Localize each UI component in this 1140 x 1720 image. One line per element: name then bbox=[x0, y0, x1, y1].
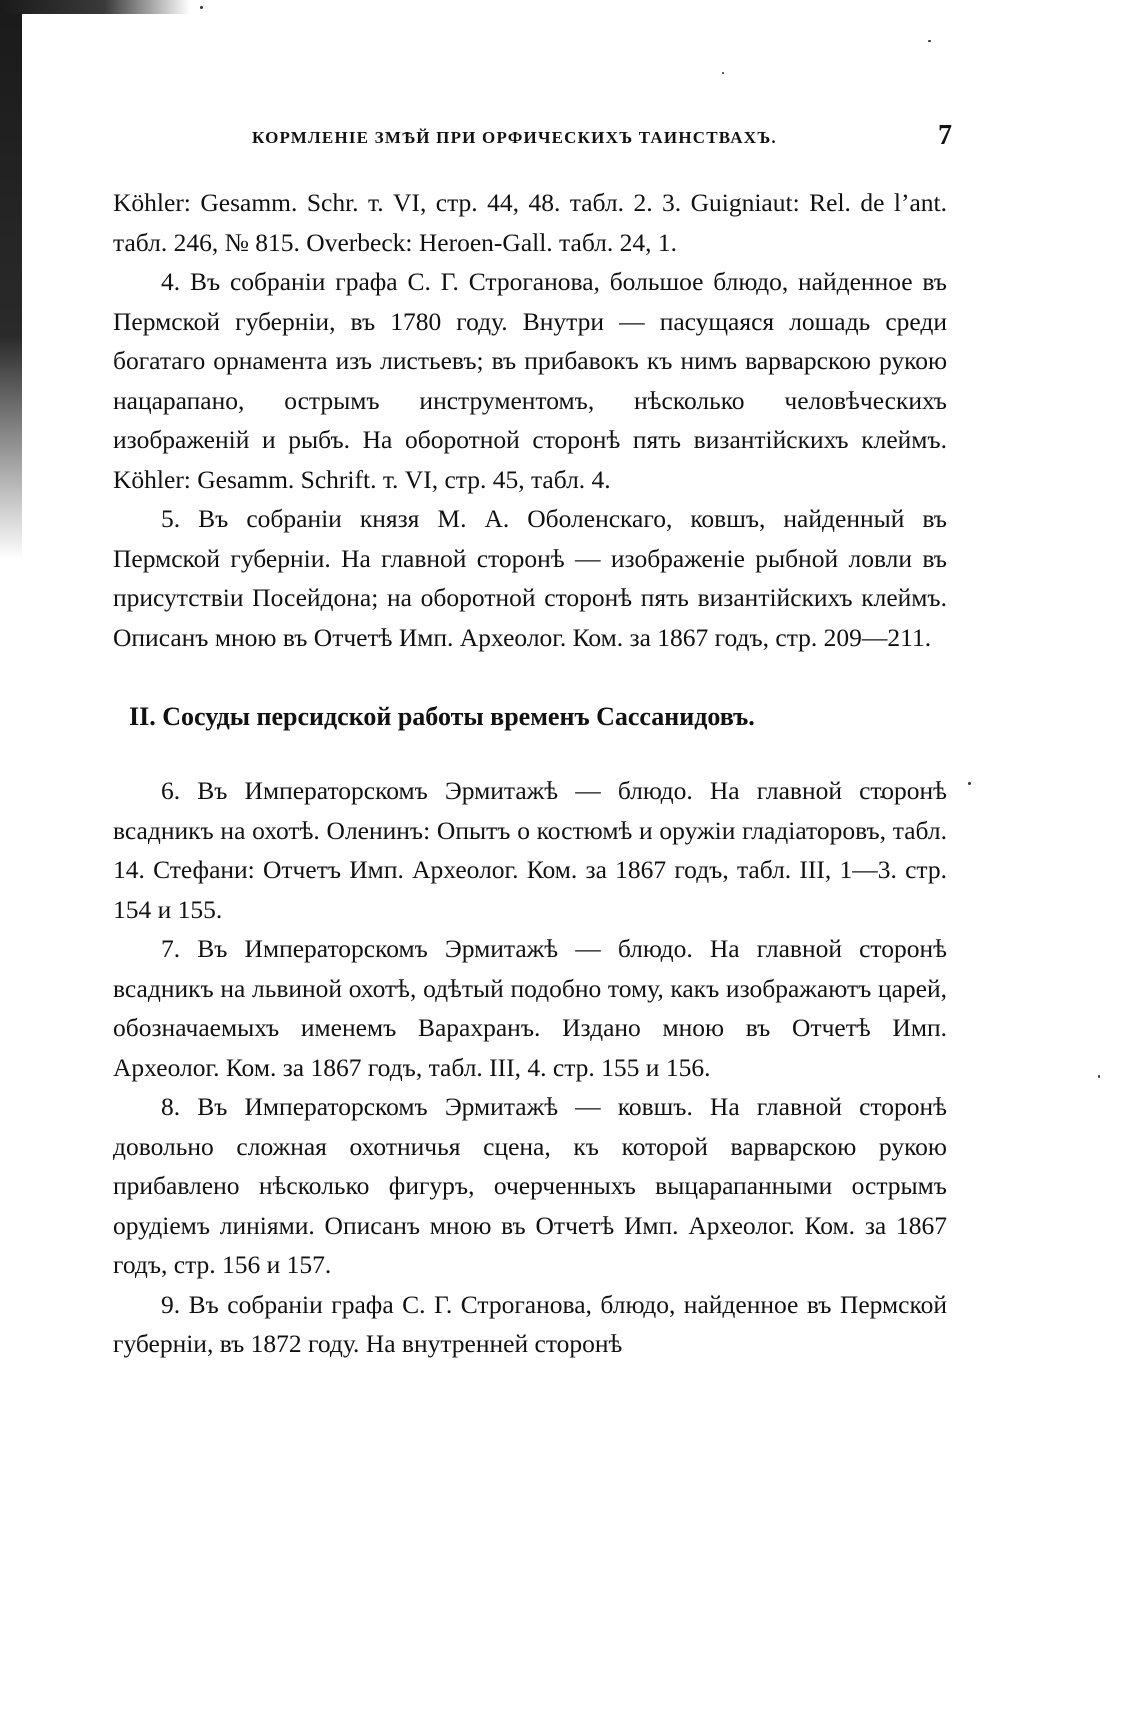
scan-dark-corner bbox=[0, 0, 190, 14]
page-number: 7 bbox=[938, 120, 952, 151]
entry-5: 5. Въ собраніи князя М. А. Оболенскаго, ковшъ, найденный въ Пермской губерніи. На главной сторонѣ — изображеніе рыбной ловли въ присутствіи Посейдона; на оборотной сторонѣ пять византійскихъ клеймъ. Описанъ мною въ Отчетѣ Имп. Археолог. Ком. за 1867 годъ, стр. 209—211. bbox=[113, 504, 947, 652]
scan-speck bbox=[968, 782, 971, 785]
section-heading: II. Сосуды персидской работы временъ Сассанидовъ. bbox=[129, 702, 755, 731]
running-header bbox=[252, 120, 952, 160]
scan-dark-edge bbox=[0, 0, 22, 560]
scan-speck bbox=[1098, 1075, 1100, 1078]
page-body bbox=[113, 183, 947, 1364]
entry-6: 6. Въ Императорскомъ Эрмитажѣ — блюдо. На главной сторонѣ всадникъ на охотѣ. Оленинъ: Опытъ о костюмѣ и оружіи гладіаторовъ, табл. 14. Стефани: Отчетъ Имп. Археолог. Ком. за 1867 годъ, табл. III, 1—3. стр. 154 и 155. bbox=[113, 776, 947, 924]
paragraph-references: Köhler: Gesamm. Schr. т. VI, стр. 44, 48. табл. 2. 3. Guigniaut: Rel. de l’ant. табл. 246, № 815. Overbeck: Heroen-Gall. табл. 24, 1. bbox=[113, 188, 947, 257]
entry-9: 9. Въ собраніи графа С. Г. Строганова, блюдо, найденное въ Пермской губерніи, въ 1872 году. На внутренней сторонѣ bbox=[113, 1289, 947, 1358]
entry-4: 4. Въ собраніи графа С. Г. Строганова, большое блюдо, найденное въ Пермской губерніи, въ 1780 году. Внутри — пасущаяся лошадь среди богатаго орнамента изъ листьевъ; въ прибавокъ къ нимъ варварскою рукою нацарапано, острымъ инструментомъ, нѣсколько человѣческихъ изображеній и рыбъ. На оборотной сторонѣ пять византійскихъ клеймъ. Köhler: Gesamm. Schrift. т. VI, стр. 45, табл. 4. bbox=[113, 267, 947, 494]
entry-8: 8. Въ Императорскомъ Эрмитажѣ — ковшъ. На главной сторонѣ довольно сложная охотничья сцена, къ которой варварскою рукою прибавлено нѣсколько фигуръ, очерченныхъ выцарапанными острымъ орудіемъ линіями. Описанъ мною въ Отчетѣ Имп. Археолог. Ком. за 1867 годъ, стр. 156 и 157. bbox=[113, 1092, 947, 1279]
scan-speck bbox=[928, 40, 931, 42]
scan-speck bbox=[200, 6, 203, 9]
scan-speck bbox=[722, 72, 724, 74]
entry-7: 7. Въ Императорскомъ Эрмитажѣ — блюдо. На главной сторонѣ всадникъ на львиной охотѣ, одѣтый подобно тому, какъ изображаютъ царей, обозначаемыхъ именемъ Варахранъ. Издано мною въ Отчетѣ Имп. Археолог. Ком. за 1867 годъ, табл. III, 4. стр. 155 и 156. bbox=[113, 934, 947, 1082]
header-title: КОРМЛЕНІЕ ЗМѢЙ ПРИ ОРФИЧЕСКИХЪ ТАИНСТВАХЪ. bbox=[252, 128, 777, 147]
